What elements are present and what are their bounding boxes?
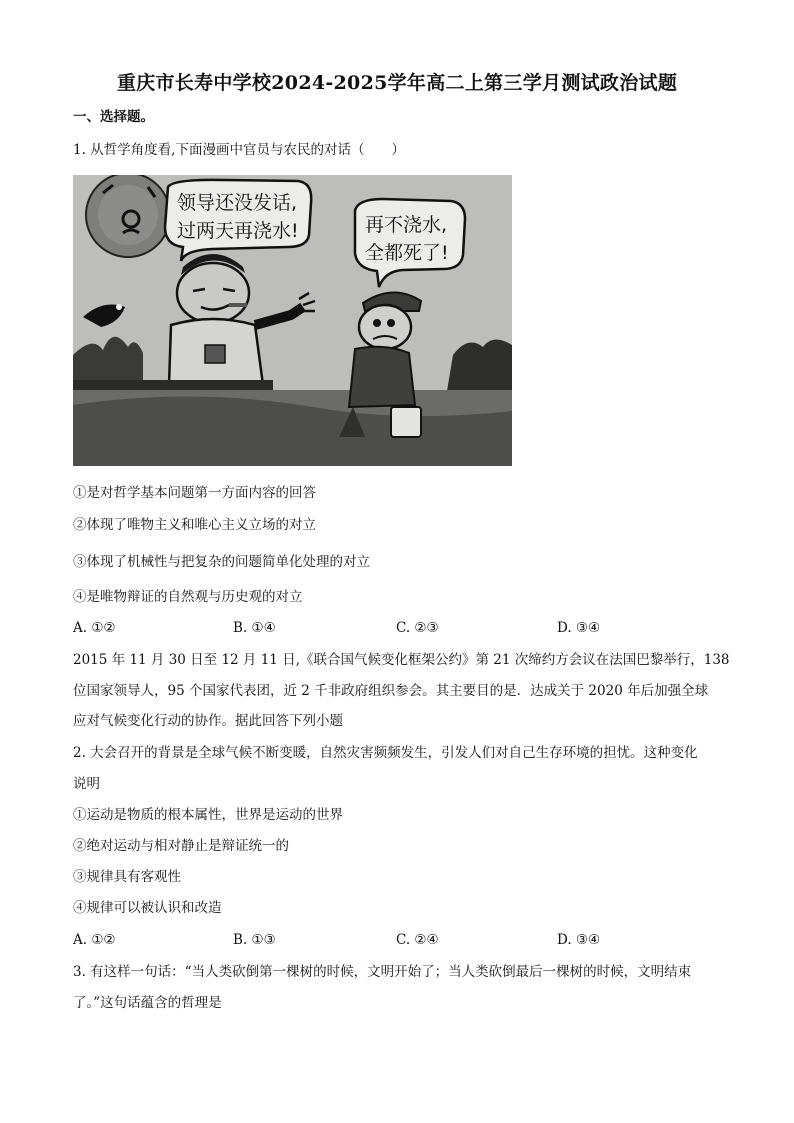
- q2-stem: 2. 大会召开的背景是全球气候不断变暖，自然灾害频频发生，引发人们对自己生存环境的担忧。这种变化: [73, 745, 698, 761]
- q2-statement: ②绝对运动与相对静止是辩证统一的: [73, 838, 289, 854]
- farmer-speech-line-2: 全都死了!: [365, 242, 449, 264]
- sun-figure: [86, 175, 170, 257]
- q1-statement: ②体现了唯物主义和唯心主义立场的对立: [73, 517, 316, 533]
- q2-option-b: B. ①③: [233, 932, 276, 948]
- q2-stem: 说明: [73, 776, 100, 792]
- q2-statement: ④规律可以被认识和改造: [73, 900, 222, 916]
- q1-statement: ③体现了机械性与把复杂的问题简单化处理的对立: [73, 554, 370, 570]
- q2-option-c: C. ②④: [396, 932, 439, 948]
- farmer-speech-line-1: 再不浇水,: [365, 214, 448, 236]
- q1-stem: 1. 从哲学角度看,下面漫画中官员与农民的对话（ ）: [73, 142, 405, 158]
- q1-option-b: B. ①④: [233, 620, 276, 636]
- cartoon-drawing: [73, 175, 512, 466]
- section-heading: 一、选择题。: [73, 109, 154, 125]
- material-line: 应对气候变化行动的协作。据此回答下列小题: [73, 713, 343, 729]
- q2-statement: ③规律具有客观性: [73, 869, 181, 885]
- material-line: 位国家领导人，95 个国家代表团，近 2 千非政府组织参会。其主要目的是．达成关于 2020 年后加强全球: [73, 683, 709, 699]
- q2-statement: ①运动是物质的根本属性，世界是运动的世界: [73, 807, 343, 823]
- q1-option-d: D. ③④: [557, 620, 601, 636]
- q1-option-c: C. ②③: [396, 620, 439, 636]
- q3-stem: 3. 有这样一句话：“当人类砍倒第一棵树的时候，文明开始了；当人类砍倒最后一棵树的时候，文明结束: [73, 964, 692, 980]
- q2-option-d: D. ③④: [557, 932, 601, 948]
- official-speech-line-2: 过两天再浇水!: [177, 220, 299, 242]
- q1-option-a: A. ①②: [73, 620, 116, 636]
- q1-statement: ④是唯物辩证的自然观与历史观的对立: [73, 589, 303, 605]
- q3-stem: 了。”这句话蕴含的哲理是: [73, 995, 222, 1011]
- material-line: 2015 年 11 月 30 日至 12 月 11 日,《联合国气候变化框架公约》第 21 次缔约方会议在法国巴黎举行，138: [73, 652, 730, 668]
- page-title: 重庆市长寿中学校2024-2025学年高二上第三学月测试政治试题: [116, 72, 678, 94]
- cartoon-image: [73, 175, 512, 466]
- q2-option-a: A. ①②: [73, 932, 116, 948]
- q1-statement: ①是对哲学基本问题第一方面内容的回答: [73, 485, 316, 501]
- official-speech-line-1: 领导还没发话,: [177, 192, 298, 214]
